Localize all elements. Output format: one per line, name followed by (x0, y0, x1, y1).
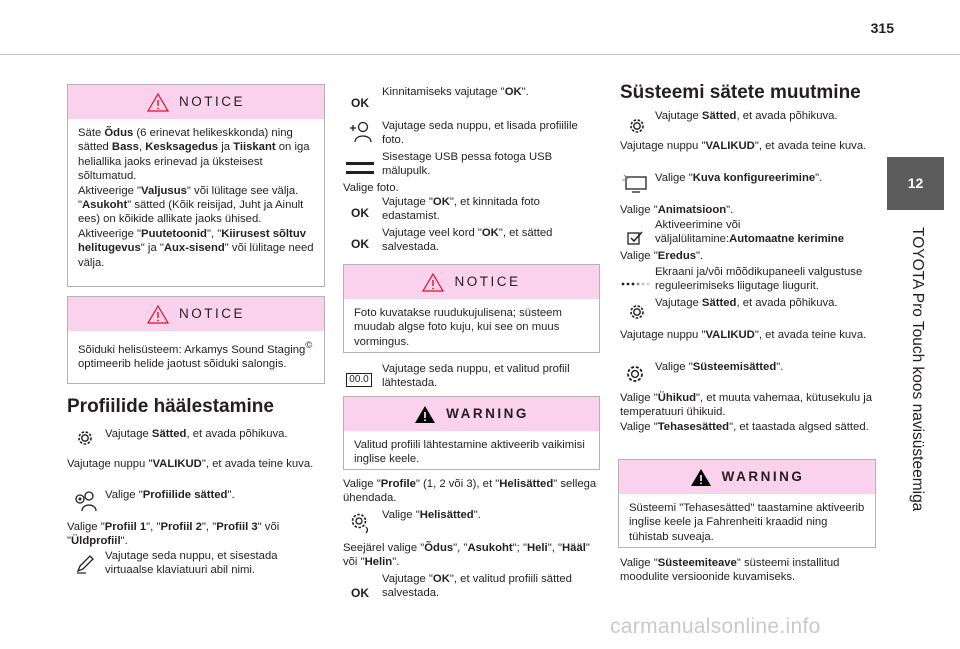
step-text: Vajutage Sätted, et avada põhikuva. (655, 110, 838, 122)
notice-text: Sõiduki helisüsteem: Arkamys Sound Staging© optimeerib helide jaotust sõiduki salongis. (78, 339, 313, 371)
step-text: Vajutage "OK", et kinnitada foto edastamist. (382, 196, 540, 223)
step-text: Vajutage nuppu "VALIKUD", et avada teine kuva. (67, 458, 314, 470)
step-text: Aktiveerimine või väljalülitamine:Automaatne kerimine (655, 219, 844, 246)
pencil-edit-icon (72, 552, 98, 576)
notice-header (68, 85, 324, 119)
watermark: carmanualsonline.info (610, 615, 821, 638)
warning-header (344, 397, 599, 431)
ok-button-icon: OK (351, 95, 369, 110)
step-text: Valige "Helisätted". (382, 509, 481, 521)
step-text: Vajutage nuppu "VALIKUD", et avada teine kuva. (620, 140, 867, 152)
header-divider (0, 54, 960, 55)
step-text: Valige "Süsteemisätted". (655, 361, 784, 373)
page-number: 315 (870, 20, 894, 36)
step-text: Vajutage seda nuppu, et sisestada virtuaalse klaviatuuri abil nimi. (105, 550, 278, 577)
settings-gear-icon (72, 426, 98, 450)
warning-label: WARNING (721, 468, 805, 484)
step-text: Vajutage "OK", et valitud profiili sätted salvestada. (382, 573, 572, 600)
checkbox-icon (622, 226, 648, 250)
warning-triangle-icon (690, 468, 712, 487)
step-text: Seejärel valige "Õdus", "Asukoht"; "Heli", "Hääl" või "Helin". (343, 542, 590, 569)
step-text: Vajutage veel kord "OK", et sätted salvestada. (382, 227, 553, 254)
step-text: Valige "Profiilide sätted". (105, 489, 235, 501)
notice-triangle-icon (147, 305, 169, 324)
notice-box (67, 296, 325, 384)
step-text: Vajutage nuppu "VALIKUD", et avada teine kuva. (620, 329, 867, 341)
notice-label: NOTICE (454, 273, 521, 289)
step-text: Valige "Eredus". (620, 250, 704, 262)
settings-gear-icon (624, 114, 650, 138)
brightness-slider-icon (620, 272, 650, 296)
sound-settings-icon (347, 510, 373, 534)
notice-box (343, 264, 600, 353)
step-text: Valige "Ühikud", et muuta vahemaa, kütusekulu ja temperatuuri ühikuid. Valige "Tehasesätted", et taastada algsed sätted. (620, 392, 873, 433)
step-text: Vajutage seda nuppu, et valitud profiil lähtestada. (382, 363, 570, 390)
profile-photo-icon (347, 120, 373, 144)
settings-gear-icon (624, 300, 650, 324)
step-text: Kinnitamiseks vajutage "OK". (382, 86, 529, 98)
step-text: Ekraani ja/või mõõdikupaneeli valgustuse reguleerimiseks liigutage liugurit. (655, 266, 863, 293)
notice-triangle-icon (147, 93, 169, 112)
step-text: Valige "Süsteemiteave" süsteemi installitud moodulite versioonide kuvamiseks. (620, 557, 840, 584)
usb-display-icon (345, 156, 375, 180)
step-text: Vajutage Sätted, et avada põhikuva. (105, 428, 288, 440)
display-config-icon (621, 172, 651, 196)
notice-box (67, 84, 325, 287)
profile-settings-icon (72, 489, 98, 513)
notice-label: NOTICE (178, 305, 245, 321)
step-text: Valige "Kuva konfigureerimine". (655, 172, 823, 184)
step-text: Sisestage USB pessa fotoga USB mälupulk. (382, 151, 553, 178)
ok-button-icon: OK (351, 585, 369, 600)
warning-text: Süsteemi "Tehasesätted" taastamine aktiveerib inglise keele ja Fahrenheiti kraadid ning tühistab suveaja. (629, 502, 865, 543)
warning-box (618, 459, 876, 548)
reset-profile-icon: 00.0 (343, 368, 375, 392)
warning-header (619, 460, 875, 494)
notice-label: NOTICE (178, 93, 245, 109)
section-title-profiles: Profiilide häälestamine (67, 396, 274, 417)
chapter-tab: 12 (887, 157, 944, 210)
step-text: Valige foto. (343, 182, 399, 194)
step-text: Vajutage seda nuppu, et lisada profiilile foto. (382, 120, 578, 147)
notice-header (344, 265, 599, 299)
section-title-system: Süsteemi sätete muutmine (620, 82, 861, 103)
ok-button-icon: OK (351, 236, 369, 251)
warning-triangle-icon (414, 405, 436, 424)
step-text: Valige "Profiil 1", "Profiil 2", "Profiil 3" või "Üldprofiil". (67, 521, 280, 548)
step-text: Valige "Profile" (1, 2 või 3), et "Helisätted" sellega ühendada. (343, 478, 597, 505)
notice-text: Säte Õdus (6 erinevat helikeskkonda) ning sätted Bass, Kesksagedus ja Tiiskant on iga heliallika jaoks erinevad ja üksteisest sõltumatud. Aktiveerige "Valjusus" või lülitage see välja. "Asukoht" sätted (Kõik reisijad, Juht ja Ainult ees) on kõikide allikate jaoks ühised. Aktiveerige "Puutetoonid", "Kiirusest sõltuv helitugevus" ja "Aux-sisend" või lülitage need välja. (78, 127, 314, 269)
system-settings-icon (622, 362, 648, 386)
notice-header (68, 297, 324, 331)
warning-text: Valitud profiili lähtestamine aktiveerib vaikimisi inglise keele. (354, 439, 585, 466)
step-text: Valige "Animatsioon". (620, 204, 734, 216)
notice-text: Foto kuvatakse ruudukujulisena; süsteem muudab algse foto kuju, kui see on muus vormingus. (354, 307, 562, 348)
notice-triangle-icon (422, 273, 444, 292)
ok-button-icon: OK (351, 205, 369, 220)
warning-box (343, 396, 600, 470)
warning-label: WARNING (446, 405, 529, 421)
step-text: Vajutage Sätted, et avada põhikuva. (655, 297, 838, 309)
